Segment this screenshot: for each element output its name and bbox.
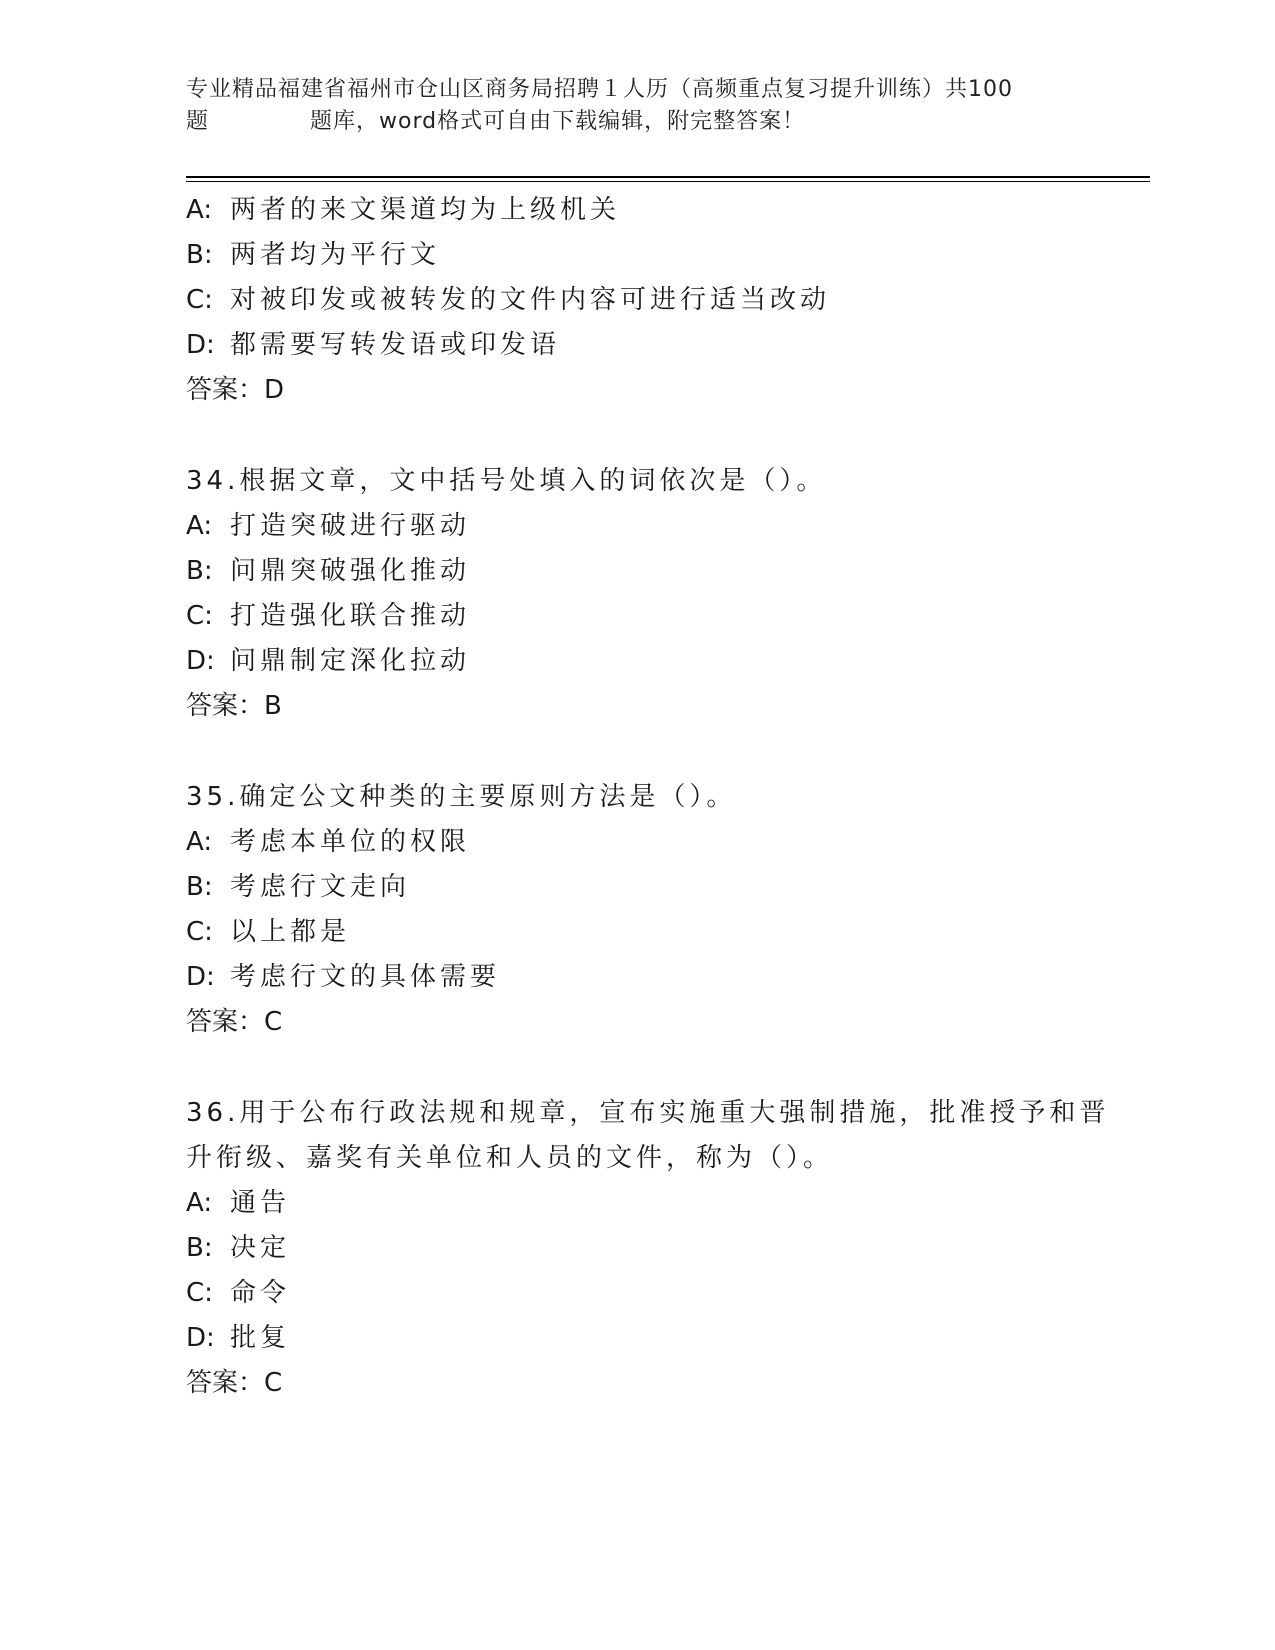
option-text: 都需要写转发语或印发语 [230, 330, 561, 360]
option-letter: D: [186, 646, 215, 676]
option-b [186, 233, 1086, 278]
header-title-prefix: 题 [186, 109, 210, 134]
option-a [186, 1181, 1086, 1226]
spacer [186, 1045, 1086, 1091]
question-text-line-1: 36.用于公布行政法规和规章，宣布实施重大强制措施，批准授予和晋 [186, 1098, 1110, 1128]
header-divider-thick [186, 176, 1150, 178]
option-d [186, 1316, 1086, 1361]
option-a [186, 504, 1086, 549]
option-letter: C: [186, 601, 213, 631]
header-divider-thin [186, 181, 1150, 182]
option-letter: D: [186, 330, 215, 360]
option-text: 考虑行文的具体需要 [230, 962, 501, 992]
option-letter: D: [186, 1323, 215, 1353]
option-letter: B: [186, 556, 213, 586]
header-title-line-1: 专业精品福建省福州市仓山区商务局招聘１人历（高频重点复习提升训练）共100 [186, 77, 1013, 102]
spacer [186, 729, 1086, 775]
option-c [186, 1271, 1086, 1316]
option-text: 对被印发或被转发的文件内容可进行适当改动 [230, 285, 831, 315]
answer-line: 答案：C [186, 1007, 283, 1037]
spacer [186, 413, 1086, 459]
answer-line: 答案：D [186, 375, 285, 405]
option-letter: A: [186, 827, 213, 857]
answer-line: 答案：B [186, 691, 282, 721]
option-letter: A: [186, 195, 213, 225]
option-letter: B: [186, 872, 213, 902]
option-c [186, 910, 1086, 955]
option-letter: B: [186, 1233, 213, 1263]
option-letter: C: [186, 1278, 213, 1308]
question-text-line-2: 升衔级、嘉奖有关单位和人员的文件，称为（）。 [186, 1143, 834, 1173]
option-d [186, 955, 1086, 1000]
option-letter: C: [186, 285, 213, 315]
option-a [186, 820, 1086, 865]
option-d [186, 323, 1086, 368]
option-text: 问鼎制定深化拉动 [230, 646, 471, 676]
option-a [186, 188, 1086, 233]
header-title-rest: 题库，word格式可自由下载编辑，附完整答案！ [310, 109, 806, 134]
option-text: 决定 [230, 1233, 291, 1263]
question-36 [186, 1091, 1110, 1406]
option-c [186, 594, 1086, 639]
option-text: 考虑行文走向 [230, 872, 411, 902]
option-text: 两者的来文渠道均为上级机关 [230, 195, 621, 225]
option-letter: A: [186, 511, 213, 541]
question-list [186, 188, 1110, 1406]
option-b [186, 1226, 1086, 1271]
option-c [186, 278, 1086, 323]
question-text: 34.根据文章，文中括号处填入的词依次是（）。 [186, 466, 827, 496]
option-text: 命令 [230, 1278, 291, 1308]
option-letter: C: [186, 917, 213, 947]
document-header [186, 74, 1086, 138]
option-letter: D: [186, 962, 215, 992]
answer-line: 答案：C [186, 1368, 283, 1398]
option-letter: B: [186, 240, 213, 270]
option-text: 批复 [230, 1323, 291, 1353]
option-text: 以上都是 [230, 917, 351, 947]
option-letter: A: [186, 1188, 213, 1218]
option-d [186, 639, 1086, 684]
option-text: 打造强化联合推动 [230, 601, 471, 631]
option-text: 通告 [230, 1188, 291, 1218]
option-text: 问鼎突破强化推动 [230, 556, 471, 586]
question-text: 35.确定公文种类的主要原则方法是（）。 [186, 782, 737, 812]
question-34 [186, 459, 1086, 729]
header-title-line-2 [186, 106, 1086, 138]
option-b [186, 549, 1086, 594]
option-b [186, 865, 1086, 910]
question-33-options [186, 188, 1086, 413]
question-35 [186, 775, 1086, 1045]
option-text: 考虑本单位的权限 [230, 827, 471, 857]
option-text: 打造突破进行驱动 [230, 511, 471, 541]
option-text: 两者均为平行文 [230, 240, 441, 270]
